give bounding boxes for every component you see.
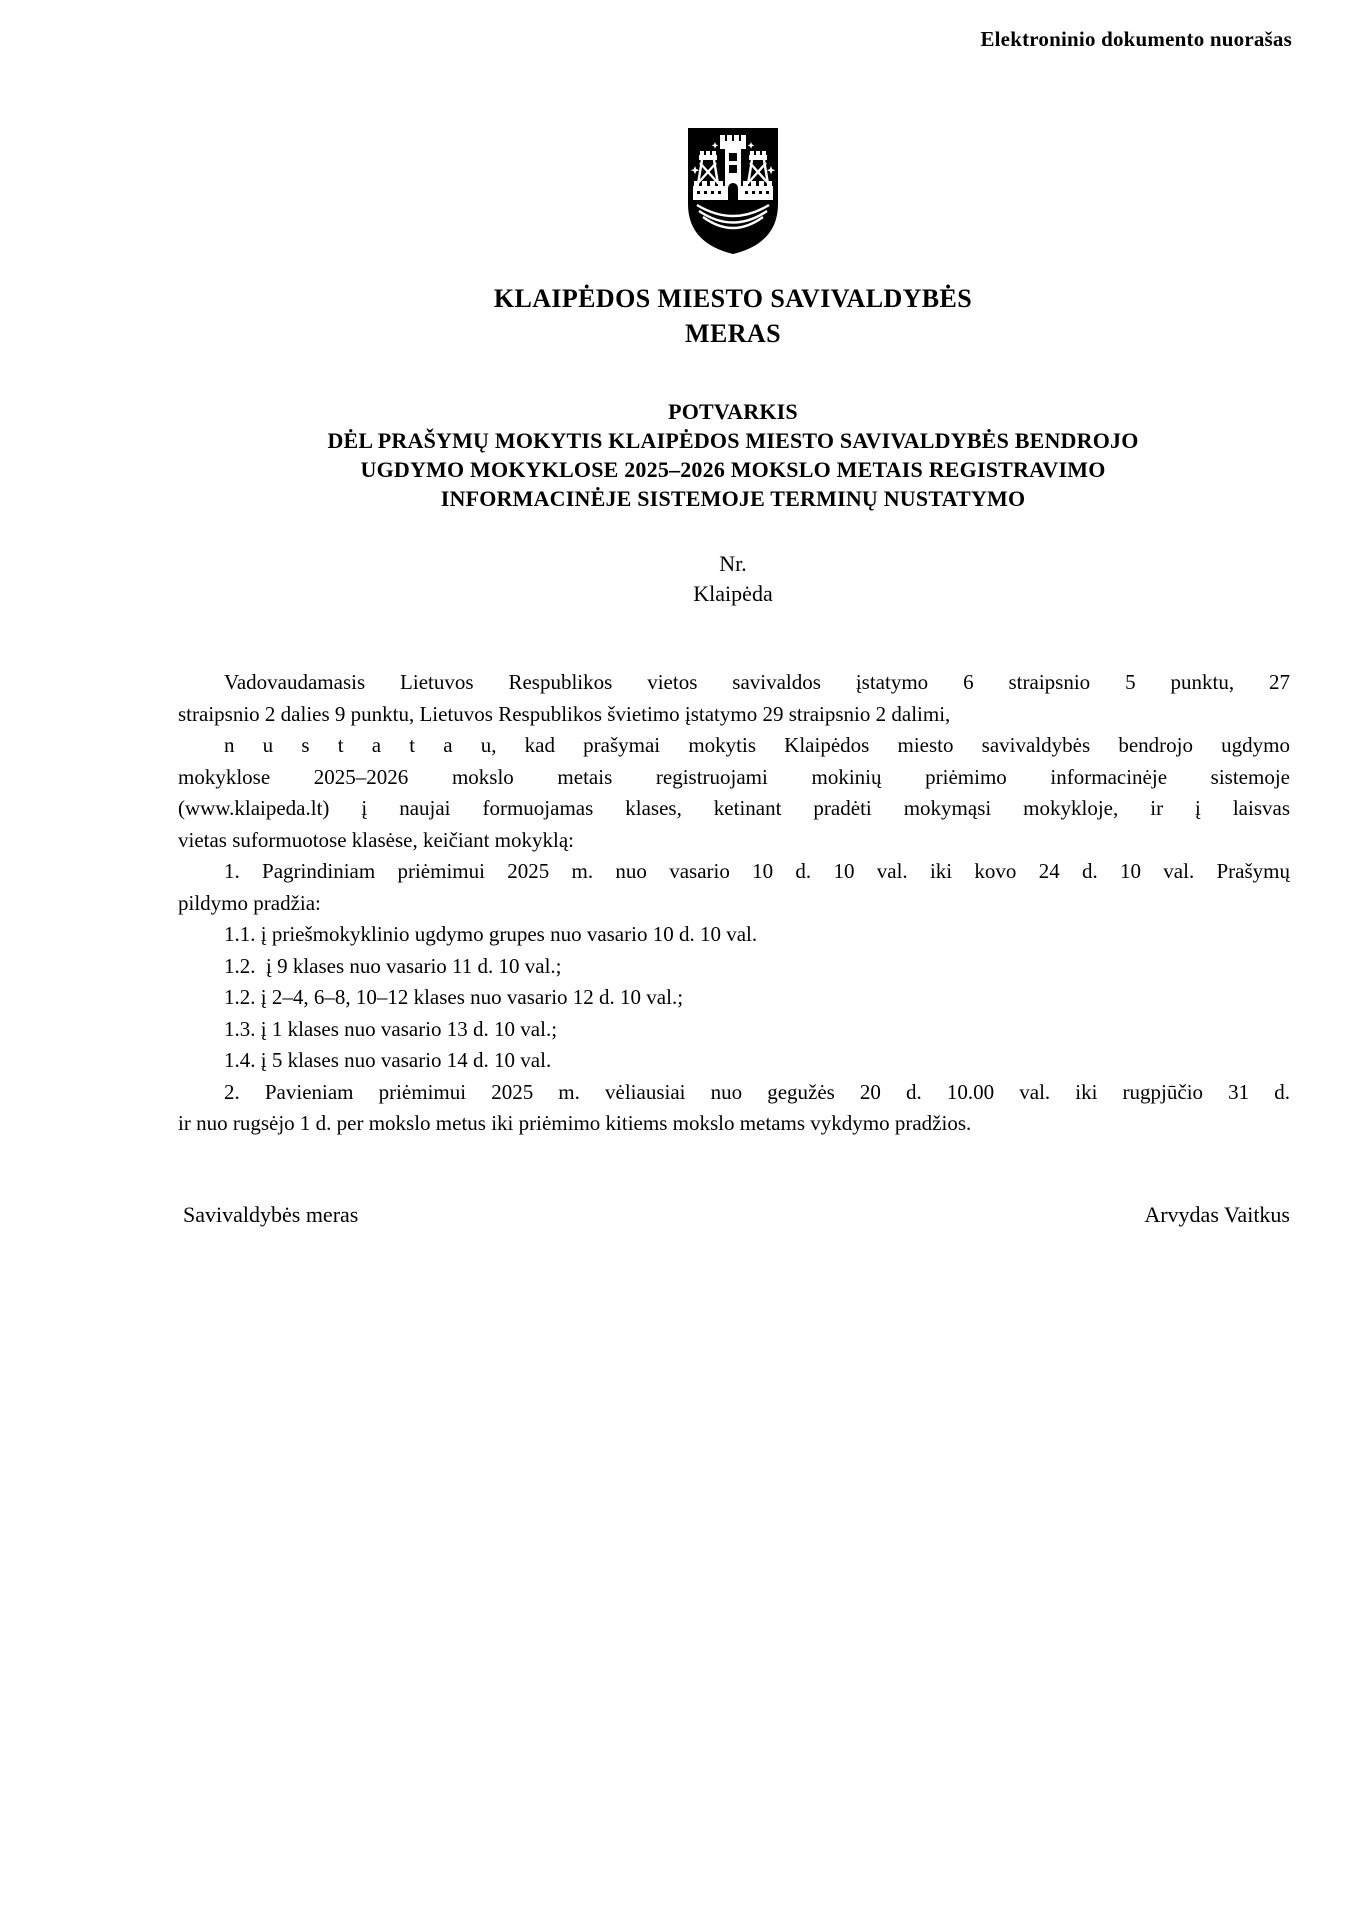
body-line: ir nuo rugsėjo 1 d. per mokslo metus iki priėmimo kitiems mokslo metams vykdymo pradžios. (178, 1111, 972, 1135)
document-place: Klaipėda (693, 581, 773, 606)
body-line: 1.1. į priešmokyklinio ugdymo grupes nuo vasario 10 d. 10 val. (224, 922, 758, 946)
document-subject-line2: UGDYMO MOKYKLOSE 2025–2026 MOKSLO METAIS REGISTRAVIMO (360, 457, 1106, 482)
document-subject-line3: INFORMACINĖJE SISTEMOJE TERMINŲ NUSTATYMO (440, 486, 1026, 511)
body-line: mokyklose 2025–2026 mokslo metais registruojami mokinių priėmimo informacinėje sistemoje (178, 764, 1290, 789)
reference-block (178, 549, 1288, 609)
signature-role: Savivaldybės meras (183, 1202, 359, 1227)
document-body (178, 667, 1290, 1140)
body-line: 1.3. į 1 klases nuo vasario 13 d. 10 val.; (224, 1016, 558, 1041)
body-line: 1. Pagrindiniam priėmimui 2025 m. nuo vasario 10 d. 10 val. iki kovo 24 d. 10 val. Prašymų (224, 859, 1290, 883)
body-line: (www.klaipeda.lt) į naujai formuojamas klases, ketinant pradėti mokymąsi mokykloje, ir į laisvas (178, 796, 1290, 820)
klaipeda-coat-of-arms-icon (685, 126, 781, 256)
organization-title-line2: MERAS (685, 319, 781, 348)
body-line: Vadovaudamasis Lietuvos Respublikos vietos savivaldos įstatymo 6 straipsnio 5 punktu, 27 (224, 670, 1290, 694)
document-number-label: Nr. (719, 551, 747, 576)
body-line: 1.4. į 5 klases nuo vasario 14 d. 10 val. (224, 1048, 552, 1072)
document-subject-line1: DĖL PRAŠYMŲ MOKYTIS KLAIPĖDOS MIESTO SAVIVALDYBĖS BENDROJO (327, 428, 1139, 453)
body-line: n u s t a t a u, kad prašymai mokytis Klaipėdos miesto savivaldybės bendrojo ugdymo (224, 733, 1290, 757)
signature-row (178, 1202, 1290, 1228)
body-line: 2. Pavieniam priėmimui 2025 m. vėliausiai nuo gegužės 20 d. 10.00 val. iki rugpjūčio 31 d. (224, 1079, 1290, 1104)
body-line: pildymo pradžia: (178, 890, 321, 915)
body-line: vietas suformuotose klasėse, keičiant mokyklą: (178, 827, 574, 852)
body-line: 1.2. į 9 klases nuo vasario 11 d. 10 val.; (224, 953, 562, 978)
body-line: 1.2. į 2–4, 6–8, 10–12 klases nuo vasario 12 d. 10 val.; (224, 985, 684, 1009)
document-heading (140, 397, 1326, 513)
electronic-copy-note: Elektroninio dokumento nuorašas (980, 27, 1292, 51)
body-line: straipsnio 2 dalies 9 punktu, Lietuvos Respublikos švietimo įstatymo 29 straipsnio 2 dalimi, (178, 701, 951, 726)
emblem-container (178, 126, 1288, 261)
document-type: POTVARKIS (668, 399, 798, 424)
organization-title (178, 281, 1288, 351)
signature-name: Arvydas Vaitkus (1144, 1202, 1290, 1227)
organization-title-line1: KLAIPĖDOS MIESTO SAVIVALDYBĖS (493, 284, 973, 313)
